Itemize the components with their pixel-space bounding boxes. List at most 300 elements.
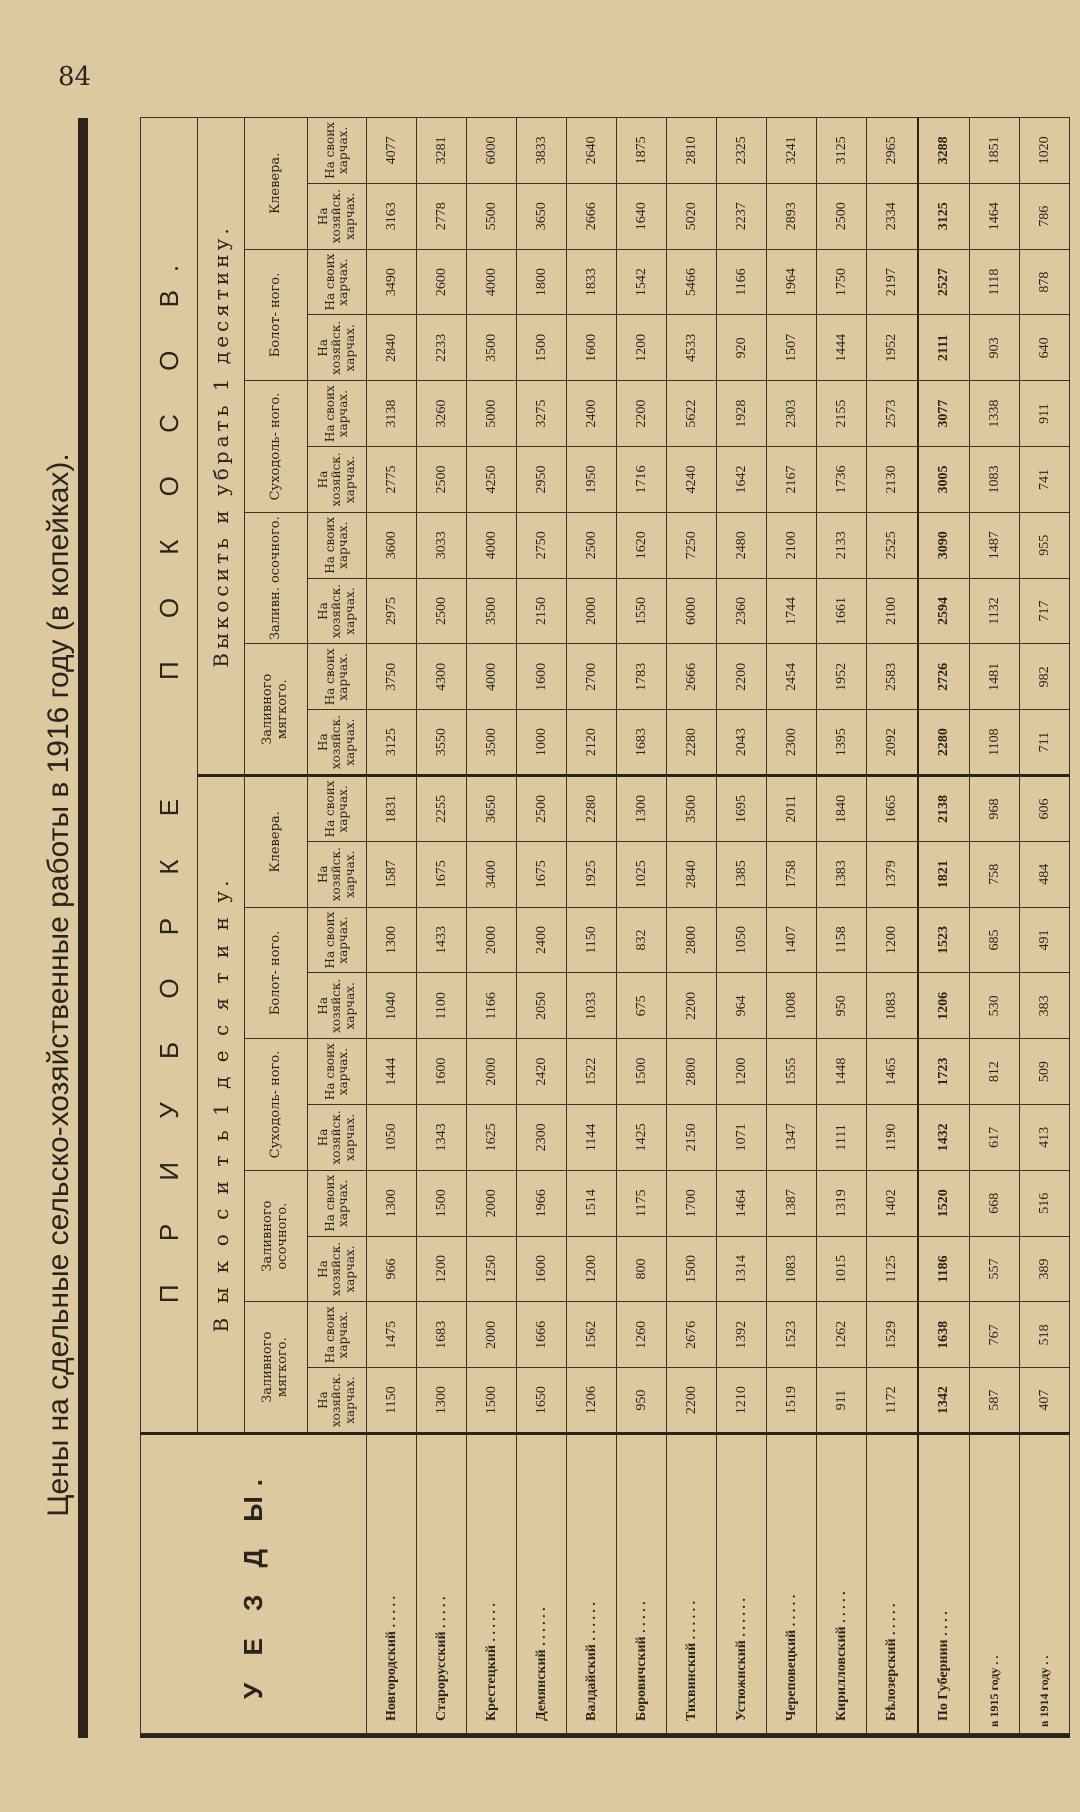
page-number: 84 bbox=[58, 62, 92, 92]
price-cell: 1851 bbox=[969, 117, 1019, 183]
price-cell: 5020 bbox=[666, 183, 716, 249]
bottom-border-line bbox=[140, 1734, 1070, 1738]
price-cell: 557 bbox=[969, 1236, 1019, 1302]
price-cell: 1166 bbox=[716, 249, 766, 315]
table-row bbox=[1019, 117, 1069, 1733]
price-cell: 484 bbox=[1019, 841, 1069, 907]
price-cell: 2600 bbox=[416, 249, 466, 315]
price-cell: 1300 bbox=[367, 1170, 417, 1236]
price-cell: 3281 bbox=[416, 117, 466, 183]
table-row bbox=[969, 117, 1019, 1733]
header-who: На своих харчах. bbox=[308, 249, 367, 315]
price-cell: 3138 bbox=[367, 381, 417, 447]
price-cell: 966 bbox=[367, 1236, 417, 1302]
header-who: На хозяйск. харчах. bbox=[308, 1236, 367, 1302]
price-cell: 2334 bbox=[866, 183, 918, 249]
uezd-name: Тихвинский . . . . . . bbox=[666, 1434, 716, 1734]
price-cell: 1300 bbox=[367, 907, 417, 973]
price-cell: 2100 bbox=[766, 512, 816, 578]
header-who: На хозяйск. харчах. bbox=[308, 710, 367, 776]
price-cell: 1736 bbox=[816, 447, 866, 513]
price-cell: 2043 bbox=[716, 710, 766, 776]
price-cell: 1925 bbox=[566, 841, 616, 907]
price-cell: 1100 bbox=[416, 973, 466, 1039]
price-cell: 717 bbox=[1019, 578, 1069, 644]
table-row bbox=[367, 117, 417, 1733]
uezd-name: в 1914 году . . bbox=[1019, 1434, 1069, 1734]
header-grass: Болот- ного. bbox=[245, 907, 308, 1039]
price-cell: 955 bbox=[1019, 512, 1069, 578]
price-cell: 606 bbox=[1019, 776, 1069, 842]
price-cell: 2280 bbox=[666, 710, 716, 776]
header-who: На хозяйск. харчах. bbox=[308, 447, 367, 513]
price-cell: 2583 bbox=[866, 644, 918, 710]
price-cell: 2525 bbox=[866, 512, 918, 578]
price-cell: 2303 bbox=[766, 381, 816, 447]
header-who: На своих харчах. bbox=[308, 644, 367, 710]
price-cell: 4240 bbox=[666, 447, 716, 513]
price-cell: 1758 bbox=[766, 841, 816, 907]
price-cell: 2130 bbox=[866, 447, 918, 513]
uezd-name: Бѣлозерский . . . . . bbox=[866, 1434, 918, 1734]
price-cell: 2676 bbox=[666, 1302, 716, 1368]
header-who: На своих харчах. bbox=[308, 1302, 367, 1368]
price-cell: 1175 bbox=[616, 1170, 666, 1236]
price-cell: 2800 bbox=[666, 1039, 716, 1105]
header-who: На хозяйск. харчах. bbox=[308, 183, 367, 249]
price-cell: 2138 bbox=[918, 776, 970, 842]
header-grass: Болот- ного. bbox=[245, 249, 308, 381]
header-who: На хозяйск. харчах. bbox=[308, 973, 367, 1039]
price-cell: 2666 bbox=[566, 183, 616, 249]
price-cell: 2300 bbox=[766, 710, 816, 776]
price-cell: 2200 bbox=[716, 644, 766, 710]
price-cell: 2300 bbox=[516, 1105, 566, 1171]
price-cell: 1464 bbox=[716, 1170, 766, 1236]
price-cell: 950 bbox=[816, 973, 866, 1039]
price-cell: 1300 bbox=[616, 776, 666, 842]
price-cell: 516 bbox=[1019, 1170, 1069, 1236]
price-cell: 3125 bbox=[918, 183, 970, 249]
price-cell: 407 bbox=[1019, 1368, 1069, 1434]
price-cell: 2500 bbox=[416, 578, 466, 644]
price-cell: 2200 bbox=[666, 1368, 716, 1434]
price-cell: 1500 bbox=[416, 1170, 466, 1236]
price-cell: 786 bbox=[1019, 183, 1069, 249]
price-cell: 2400 bbox=[566, 381, 616, 447]
price-cell: 1475 bbox=[367, 1302, 417, 1368]
price-cell: 6000 bbox=[666, 578, 716, 644]
price-cell: 1625 bbox=[466, 1105, 516, 1171]
price-cell: 2325 bbox=[716, 117, 766, 183]
price-cell: 1200 bbox=[616, 315, 666, 381]
price-cell: 3163 bbox=[367, 183, 417, 249]
price-cell: 3125 bbox=[367, 710, 417, 776]
price-cell: 3490 bbox=[367, 249, 417, 315]
price-cell: 812 bbox=[969, 1039, 1019, 1105]
header-who: На своих харчах. bbox=[308, 1170, 367, 1236]
price-cell: 1385 bbox=[716, 841, 766, 907]
price-cell: 640 bbox=[1019, 315, 1069, 381]
price-cell: 1383 bbox=[816, 841, 866, 907]
price-cell: 1500 bbox=[466, 1368, 516, 1434]
price-cell: 2965 bbox=[866, 117, 918, 183]
price-cell: 1432 bbox=[918, 1105, 970, 1171]
price-cell: 1000 bbox=[516, 710, 566, 776]
price-cell: 1650 bbox=[516, 1368, 566, 1434]
price-cell: 1716 bbox=[616, 447, 666, 513]
price-cell: 1200 bbox=[416, 1236, 466, 1302]
page-title: Цены на сдельные сельско-хозяйственные работы в 1916 году (в копейках). bbox=[42, 453, 75, 1517]
uezd-name: Боровичский . . . . . bbox=[616, 1434, 666, 1734]
price-cell: 2000 bbox=[466, 907, 516, 973]
table-row bbox=[466, 117, 516, 1733]
header-uezdy: У Е З Д Ы. bbox=[141, 1434, 367, 1734]
price-cell: 1520 bbox=[918, 1170, 970, 1236]
uezd-name: Валдайский . . . . . . bbox=[566, 1434, 616, 1734]
table-row bbox=[416, 117, 466, 1733]
price-cell: 1118 bbox=[969, 249, 1019, 315]
price-cell: 2255 bbox=[416, 776, 466, 842]
price-cell: 4000 bbox=[466, 249, 516, 315]
price-cell: 1392 bbox=[716, 1302, 766, 1368]
header-grass: Суходоль- ного. bbox=[245, 1039, 308, 1171]
price-cell: 832 bbox=[616, 907, 666, 973]
price-cell: 1500 bbox=[516, 315, 566, 381]
header-group1: П Р И У Б О Р К Е bbox=[153, 780, 184, 1304]
price-cell: 2000 bbox=[466, 1302, 516, 1368]
price-cell: 1550 bbox=[616, 578, 666, 644]
header-who: На своих харчах. bbox=[308, 776, 367, 842]
price-cell: 1833 bbox=[566, 249, 616, 315]
price-cell: 2778 bbox=[416, 183, 466, 249]
price-cell: 1338 bbox=[969, 381, 1019, 447]
price-cell: 2280 bbox=[918, 710, 970, 776]
header-group-title bbox=[141, 117, 198, 1433]
price-cell: 2360 bbox=[716, 578, 766, 644]
price-cell: 5500 bbox=[466, 183, 516, 249]
price-cell: 1172 bbox=[866, 1368, 918, 1434]
uezd-name: Старорусский . . . . . bbox=[416, 1434, 466, 1734]
price-cell: 1640 bbox=[616, 183, 666, 249]
price-cell: 5622 bbox=[666, 381, 716, 447]
price-cell: 1260 bbox=[616, 1302, 666, 1368]
header-who: На хозяйск. харчах. bbox=[308, 1105, 367, 1171]
price-cell: 3400 bbox=[466, 841, 516, 907]
header-grass: Клевера. bbox=[245, 117, 308, 249]
price-cell: 2840 bbox=[666, 841, 716, 907]
price-cell: 758 bbox=[969, 841, 1019, 907]
price-cell: 2200 bbox=[616, 381, 666, 447]
table-row bbox=[666, 117, 716, 1733]
price-cell: 3650 bbox=[466, 776, 516, 842]
price-cell: 2167 bbox=[766, 447, 816, 513]
price-cell: 2197 bbox=[866, 249, 918, 315]
price-cell: 1500 bbox=[666, 1236, 716, 1302]
price-cell: 3650 bbox=[516, 183, 566, 249]
price-cell: 2527 bbox=[918, 249, 970, 315]
price-cell: 1033 bbox=[566, 973, 616, 1039]
price-cell: 1387 bbox=[766, 1170, 816, 1236]
price-cell: 1952 bbox=[866, 315, 918, 381]
price-cell: 1343 bbox=[416, 1105, 466, 1171]
price-cell: 2666 bbox=[666, 644, 716, 710]
price-cell: 1314 bbox=[716, 1236, 766, 1302]
price-cell: 1083 bbox=[766, 1236, 816, 1302]
price-cell: 878 bbox=[1019, 249, 1069, 315]
price-cell: 685 bbox=[969, 907, 1019, 973]
price-cell: 1683 bbox=[616, 710, 666, 776]
price-cell: 1150 bbox=[367, 1368, 417, 1434]
price-cell: 413 bbox=[1019, 1105, 1069, 1171]
price-cell: 1015 bbox=[816, 1236, 866, 1302]
price-cell: 1638 bbox=[918, 1302, 970, 1368]
price-cell: 2840 bbox=[367, 315, 417, 381]
price-cell: 1523 bbox=[918, 907, 970, 973]
uezd-name: Череповецкий . . . . . bbox=[766, 1434, 816, 1734]
price-cell: 2100 bbox=[866, 578, 918, 644]
table-row bbox=[918, 117, 970, 1733]
header-who: На хозяйск. харчах. bbox=[308, 841, 367, 907]
price-cell: 3500 bbox=[466, 315, 516, 381]
price-cell: 1083 bbox=[969, 447, 1019, 513]
price-cell: 800 bbox=[616, 1236, 666, 1302]
price-cell: 964 bbox=[716, 973, 766, 1039]
price-cell: 491 bbox=[1019, 907, 1069, 973]
price-cell: 3288 bbox=[918, 117, 970, 183]
price-cell: 982 bbox=[1019, 644, 1069, 710]
price-cell: 7250 bbox=[666, 512, 716, 578]
price-cell: 3077 bbox=[918, 381, 970, 447]
price-cell: 2420 bbox=[516, 1039, 566, 1105]
price-cell: 1514 bbox=[566, 1170, 616, 1236]
header-who: На своих харчах. bbox=[308, 1039, 367, 1105]
price-cell: 1555 bbox=[766, 1039, 816, 1105]
header-group2: П О К О С О В. bbox=[153, 246, 184, 681]
price-cell: 3275 bbox=[516, 381, 566, 447]
price-cell: 741 bbox=[1019, 447, 1069, 513]
price-cell: 1166 bbox=[466, 973, 516, 1039]
price-cell: 1821 bbox=[918, 841, 970, 907]
price-cell: 1444 bbox=[816, 315, 866, 381]
price-cell: 617 bbox=[969, 1105, 1019, 1171]
price-cell: 2000 bbox=[566, 578, 616, 644]
price-cell: 2400 bbox=[516, 907, 566, 973]
price-cell: 1319 bbox=[816, 1170, 866, 1236]
price-cell: 1200 bbox=[716, 1039, 766, 1105]
price-cell: 2111 bbox=[918, 315, 970, 381]
price-cell: 5466 bbox=[666, 249, 716, 315]
price-cell: 1964 bbox=[766, 249, 816, 315]
price-cell: 1928 bbox=[716, 381, 766, 447]
price-cell: 3550 bbox=[416, 710, 466, 776]
price-cell: 2726 bbox=[918, 644, 970, 710]
price-cell: 2133 bbox=[816, 512, 866, 578]
uezd-name: Крестецкий . . . . . . bbox=[466, 1434, 516, 1734]
price-cell: 1700 bbox=[666, 1170, 716, 1236]
price-cell: 587 bbox=[969, 1368, 1019, 1434]
price-cell: 1642 bbox=[716, 447, 766, 513]
price-cell: 1262 bbox=[816, 1302, 866, 1368]
price-cell: 2233 bbox=[416, 315, 466, 381]
price-cell: 968 bbox=[969, 776, 1019, 842]
price-cell: 4250 bbox=[466, 447, 516, 513]
price-cell: 4077 bbox=[367, 117, 417, 183]
price-cell: 1800 bbox=[516, 249, 566, 315]
price-cell: 1132 bbox=[969, 578, 1019, 644]
price-cell: 3750 bbox=[367, 644, 417, 710]
price-cell: 5000 bbox=[466, 381, 516, 447]
price-table bbox=[140, 117, 1070, 1734]
price-cell: 2775 bbox=[367, 447, 417, 513]
price-cell: 1040 bbox=[367, 973, 417, 1039]
price-cell: 1025 bbox=[616, 841, 666, 907]
price-cell: 1675 bbox=[416, 841, 466, 907]
price-cell: 3260 bbox=[416, 381, 466, 447]
price-cell: 1966 bbox=[516, 1170, 566, 1236]
table-row bbox=[716, 117, 766, 1733]
price-cell: 1347 bbox=[766, 1105, 816, 1171]
price-cell: 2000 bbox=[466, 1170, 516, 1236]
price-cell: 2800 bbox=[666, 907, 716, 973]
price-cell: 1783 bbox=[616, 644, 666, 710]
price-cell: 1190 bbox=[866, 1105, 918, 1171]
price-cell: 1071 bbox=[716, 1105, 766, 1171]
price-cell: 1206 bbox=[918, 973, 970, 1039]
price-cell: 767 bbox=[969, 1302, 1019, 1368]
price-cell: 518 bbox=[1019, 1302, 1069, 1368]
price-cell: 4000 bbox=[466, 512, 516, 578]
price-cell: 2200 bbox=[666, 973, 716, 1039]
price-cell: 1723 bbox=[918, 1039, 970, 1105]
price-cell: 530 bbox=[969, 973, 1019, 1039]
price-cell: 1342 bbox=[918, 1368, 970, 1434]
price-cell: 2893 bbox=[766, 183, 816, 249]
price-cell: 2950 bbox=[516, 447, 566, 513]
price-cell: 1587 bbox=[367, 841, 417, 907]
price-cell: 6000 bbox=[466, 117, 516, 183]
price-cell: 3090 bbox=[918, 512, 970, 578]
price-cell: 2155 bbox=[816, 381, 866, 447]
price-cell: 1402 bbox=[866, 1170, 918, 1236]
price-cell: 1529 bbox=[866, 1302, 918, 1368]
price-cell: 1050 bbox=[716, 907, 766, 973]
price-cell: 1952 bbox=[816, 644, 866, 710]
price-cell: 1111 bbox=[816, 1105, 866, 1171]
price-cell: 1206 bbox=[566, 1368, 616, 1434]
price-cell: 1744 bbox=[766, 578, 816, 644]
price-cell: 1840 bbox=[816, 776, 866, 842]
price-cell: 2120 bbox=[566, 710, 616, 776]
price-cell: 1600 bbox=[416, 1039, 466, 1105]
price-cell: 1831 bbox=[367, 776, 417, 842]
price-cell: 1875 bbox=[616, 117, 666, 183]
price-cell: 2500 bbox=[816, 183, 866, 249]
price-cell: 1448 bbox=[816, 1039, 866, 1105]
price-cell: 1562 bbox=[566, 1302, 616, 1368]
price-cell: 675 bbox=[616, 973, 666, 1039]
price-cell: 2092 bbox=[866, 710, 918, 776]
price-cell: 920 bbox=[716, 315, 766, 381]
price-cell: 1600 bbox=[516, 1236, 566, 1302]
price-cell: 1407 bbox=[766, 907, 816, 973]
price-cell: 1200 bbox=[566, 1236, 616, 1302]
header-grass: Суходоль- ного. bbox=[245, 381, 308, 513]
price-cell: 1542 bbox=[616, 249, 666, 315]
table-row bbox=[566, 117, 616, 1733]
price-cell: 1666 bbox=[516, 1302, 566, 1368]
price-cell: 3500 bbox=[466, 578, 516, 644]
price-cell: 3500 bbox=[466, 710, 516, 776]
price-cell: 1600 bbox=[566, 315, 616, 381]
header-who: На своих харчах. bbox=[308, 907, 367, 973]
price-cell: 3600 bbox=[367, 512, 417, 578]
price-cell: 2640 bbox=[566, 117, 616, 183]
header-grass: Заливного мягкого. bbox=[245, 644, 308, 776]
price-cell: 1008 bbox=[766, 973, 816, 1039]
header-who: На хозяйск. харчах. bbox=[308, 578, 367, 644]
price-cell: 1379 bbox=[866, 841, 918, 907]
price-cell: 4533 bbox=[666, 315, 716, 381]
price-cell: 1464 bbox=[969, 183, 1019, 249]
left-border-line bbox=[78, 118, 88, 1738]
price-cell: 2050 bbox=[516, 973, 566, 1039]
price-cell: 1465 bbox=[866, 1039, 918, 1105]
header-sub1: В ы к о с и т ь 1 д е с я т и н у. bbox=[198, 776, 245, 1434]
price-cell: 2237 bbox=[716, 183, 766, 249]
price-cell: 2480 bbox=[716, 512, 766, 578]
price-cell: 4000 bbox=[466, 644, 516, 710]
price-cell: 1665 bbox=[866, 776, 918, 842]
price-cell: 2500 bbox=[566, 512, 616, 578]
price-cell: 1083 bbox=[866, 973, 918, 1039]
price-cell: 1210 bbox=[716, 1368, 766, 1434]
price-cell: 711 bbox=[1019, 710, 1069, 776]
price-cell: 2000 bbox=[466, 1039, 516, 1105]
price-cell: 2454 bbox=[766, 644, 816, 710]
price-cell: 4300 bbox=[416, 644, 466, 710]
header-grass: Заливного мягкого. bbox=[245, 1302, 308, 1434]
price-cell: 1620 bbox=[616, 512, 666, 578]
price-cell: 911 bbox=[1019, 381, 1069, 447]
price-cell: 3005 bbox=[918, 447, 970, 513]
price-cell: 1125 bbox=[866, 1236, 918, 1302]
price-cell: 2011 bbox=[766, 776, 816, 842]
price-cell: 1950 bbox=[566, 447, 616, 513]
price-cell: 2280 bbox=[566, 776, 616, 842]
price-cell: 2500 bbox=[516, 776, 566, 842]
table-row bbox=[616, 117, 666, 1733]
header-who: На своих харчах. bbox=[308, 117, 367, 183]
price-cell: 1683 bbox=[416, 1302, 466, 1368]
header-grass: Клевера. bbox=[245, 776, 308, 908]
price-cell: 1186 bbox=[918, 1236, 970, 1302]
price-cell: 950 bbox=[616, 1368, 666, 1434]
table-row bbox=[816, 117, 866, 1733]
uezd-name: Демянский . . . . . . bbox=[516, 1434, 566, 1734]
price-cell: 1250 bbox=[466, 1236, 516, 1302]
price-cell: 668 bbox=[969, 1170, 1019, 1236]
price-cell: 1433 bbox=[416, 907, 466, 973]
header-sub2: Выкосить и убрать 1 десятину. bbox=[198, 117, 245, 775]
price-cell: 1144 bbox=[566, 1105, 616, 1171]
price-cell: 903 bbox=[969, 315, 1019, 381]
table-row bbox=[766, 117, 816, 1733]
price-cell: 1523 bbox=[766, 1302, 816, 1368]
price-cell: 2150 bbox=[666, 1105, 716, 1171]
price-cell: 1150 bbox=[566, 907, 616, 973]
price-cell: 1522 bbox=[566, 1039, 616, 1105]
